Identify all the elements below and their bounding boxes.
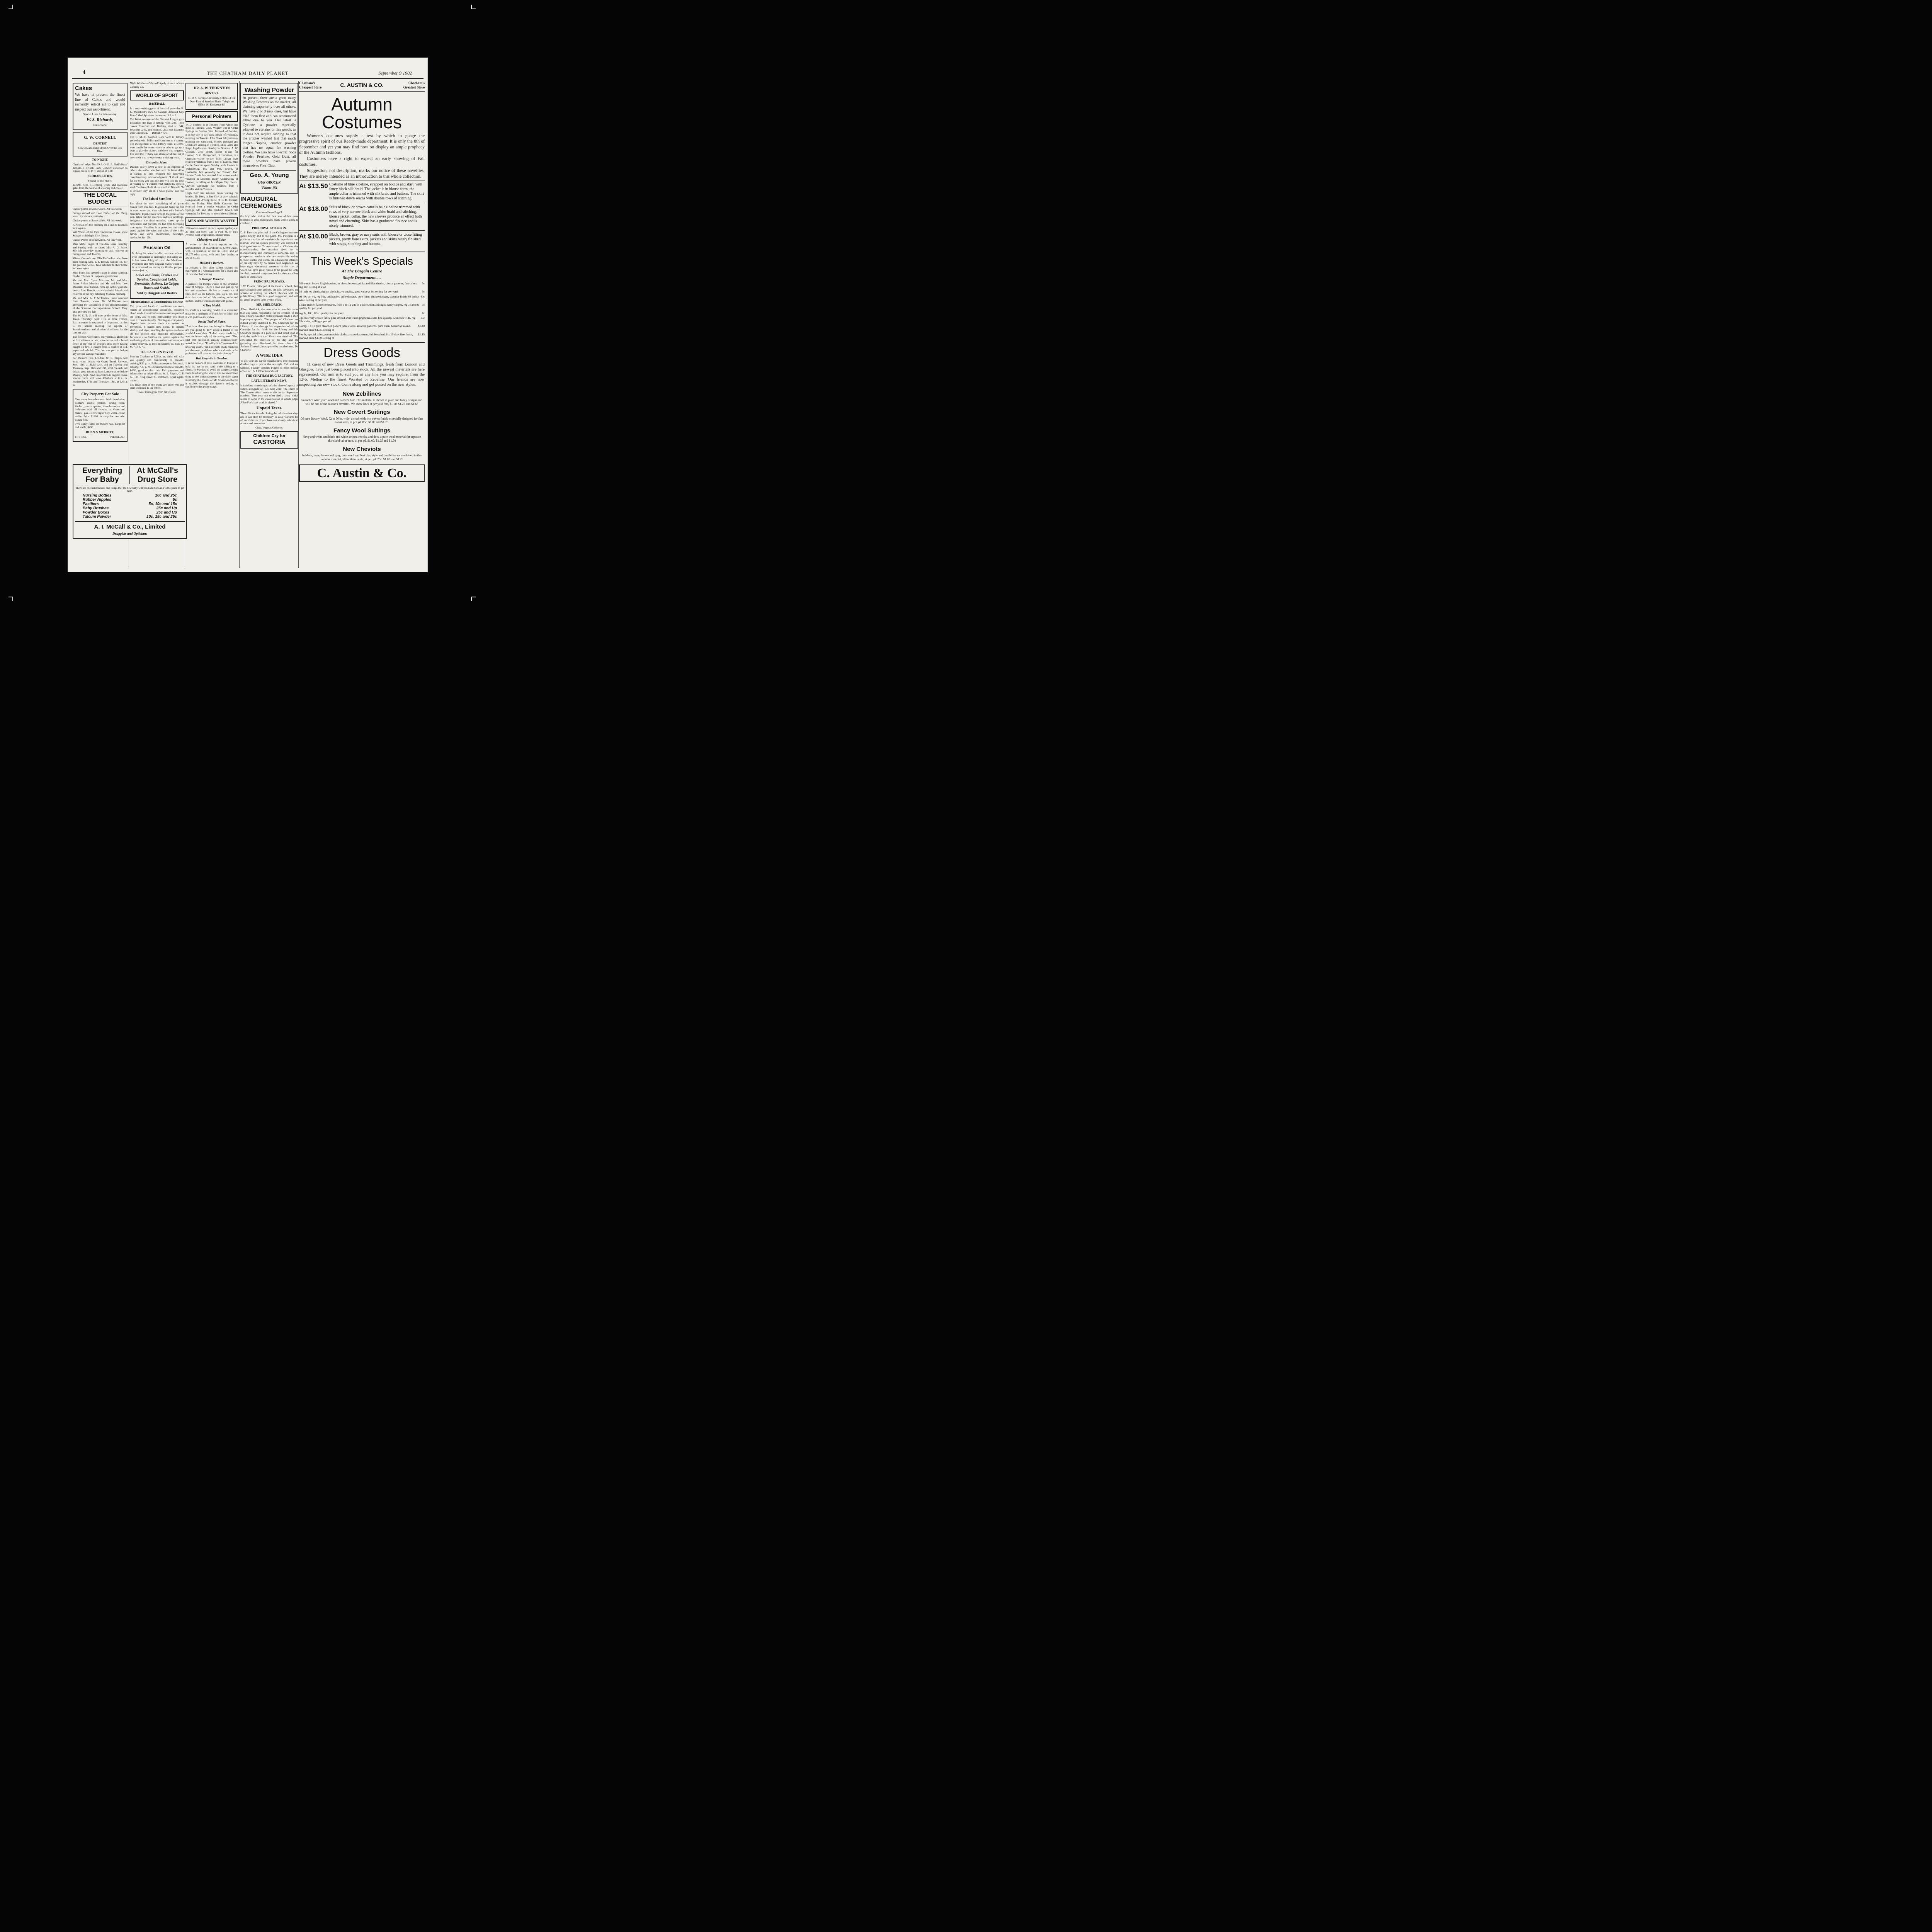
prussian-list: Aches and Pains, Bruises and Sprains, Coughs and Colds, Bronchitis, Asthma, La Grippe, Burns and Scalds. bbox=[134, 273, 180, 290]
specials-sub-2: Staple Department..... bbox=[343, 275, 381, 280]
store-left-slogan: Chatham's Cheapest Store bbox=[299, 81, 322, 89]
model-text: So small is a working model of a steamship made by a mechanic of Frankfort-on-Main that it will go into a matchbox. bbox=[185, 309, 238, 319]
sweden-heading: Hat Etiquette in Sweden. bbox=[196, 357, 228, 361]
mccall-item bbox=[75, 502, 185, 506]
mccall-item-price: 10c, 15c and 25c bbox=[146, 515, 177, 519]
mccall-firm-sub: Druggists and Opticians bbox=[112, 532, 148, 536]
local-item: Choice Plums at Somerville's. All this week. bbox=[73, 238, 122, 242]
baseball-heading: BASEBALL bbox=[149, 102, 165, 106]
literary-heading: LATE LITERARY NEWS. bbox=[251, 379, 287, 383]
mccall-item-name: Rubber Nipples bbox=[83, 498, 111, 502]
costume-description: Costume of blue zibeline, strapped on bodice and skirt, with fancy black silk braid. The jacket is in blouse form, the ample collar is trimmed with silk braid and buttons. The skirt is finished down seams with double rows of stitching. bbox=[329, 182, 424, 201]
prussian-text: Is doing its work in this province where ever introduced as thoroughly and surely as it has been doing all over the Maritime Provinces and New England States where it is in universal use curing the ills that people are subject to, bbox=[132, 252, 182, 272]
special-price: 15c bbox=[420, 316, 425, 320]
special-item bbox=[299, 311, 425, 315]
men-women-text: 100 women wanted at once to pare apples; also 20 men and boys. Call at Park St. or Park Avenue West Evaporators. Mahler Bros. bbox=[185, 226, 238, 237]
plewes-heading: PRINCIPAL PLEWES. bbox=[253, 280, 285, 284]
column-divider bbox=[239, 81, 240, 568]
taxes-text: The collector intends closing the rolls in a few days and it will then be necessary to issue warrants for all unpaid taxes. If you have not already paid do so at once and save costs. bbox=[240, 412, 298, 425]
mccall-item-price: 10c and 25c bbox=[155, 493, 177, 498]
rheumatism-text: The pain and localized conditions are mere results of constitutional conditions. Poisoned blood sends its evil influence to various parts of the body, and to cure permanently you must treat it constitutionally. Nothing so completely dispels these poisons from the system as Ferrozone. It makes new blood. It imparts vitality and vigor, enabling the system to throw off the poisons that engender rheumatism. Ferrozone also fortifies the system against the weakening effects of rheumatism, and cures, not simply relieves, as most medicines do. Sold by McCall & Co. bbox=[130, 305, 184, 349]
special-text: At 40c per yd, reg 50c, unbleached table damask, pure linen, choice designs, superior finish, 64 inches wide, selling at per yard bbox=[299, 294, 420, 302]
pointers-text-2: Hugh Kerr has returned from visiting his brother, Dr. Kerr, in Bay City. A very valuable four-year-old driving horse of E. R. Putnam, died on Friday. Miss Belle Cameron has returned from a week's vacation in Cedar Springs. Mr. and Mrs. Richard Jewell, left yesterday for Toronto, to attend the exhibition. bbox=[185, 192, 238, 215]
paterson-text: D. S. Paterson, principal of the Collegiate Institute, spoke briefly and to the point. Mr. Paterson is a platform speaker of considerable experience and renown, and the speech yesterday was listened to with great interest. "It augurs well of Chatham that notwithstanding the attention given to its manufacturing and commercial concerns, and its prosperous merchants who are continually adding to their stocks and stores, the educational interests of the city have by no means been neglected. We have eight educational concerns in the city, of which we have great reason to be proud not only for their material equipment but for their excellent staffs of instructors. bbox=[240, 231, 298, 279]
local-item: Misses Gertrude and Ella McCubbin, who have been visiting Mrs. T. F. Brown, Selkirk St., for the past two weeks, have returned to their home in Leamington. bbox=[73, 257, 128, 270]
special-item bbox=[299, 282, 425, 289]
specials-heading: This Week's Specials bbox=[299, 252, 425, 268]
special-price: 5c bbox=[422, 290, 425, 294]
autumn-heading bbox=[299, 95, 425, 131]
probabilities-heading: PROBABILITIES. bbox=[87, 174, 113, 178]
mccall-firm: A. I. McCall & Co., Limited bbox=[75, 521, 185, 530]
austin-ad-header bbox=[299, 81, 425, 92]
masthead bbox=[68, 70, 427, 78]
scan-corner-mark bbox=[471, 5, 476, 9]
washing-heading: Washing Powder bbox=[243, 87, 296, 95]
mccall-left-heading: Everything For Baby bbox=[75, 466, 130, 484]
probabilities-sub: Special to The Planet. bbox=[88, 179, 112, 182]
taxes-heading: Unpaid Taxes. bbox=[256, 405, 282, 410]
goods-heading: Fancy Wool Suitings bbox=[333, 427, 391, 434]
rug-factory-name: THE CHATHAM RUG FACTORY. bbox=[245, 374, 293, 378]
mccall-item-price: 25c and Up bbox=[156, 510, 177, 515]
special-text: 1 case shaker flannel remnants, from 5 to 12 yds in a piece, dark and light, fancy stripes, reg 7c and 8c quality for per yard bbox=[299, 303, 420, 310]
disraeli-heading: Disraeli's Jokes. bbox=[146, 160, 168, 164]
costume-description: Black, brown, gray or navy suits with blouse or close fitting jackets, pretty flare skirts, jackets and skirts nicely finished with straps, stitching and buttons. bbox=[329, 232, 422, 246]
mccall-item bbox=[75, 510, 185, 515]
rheumatism-heading: Rheumatism is a Constitutional Disease bbox=[131, 300, 183, 304]
paterson-heading: PRINCIPAL PATERSON. bbox=[252, 226, 287, 230]
baseball-item: The C. M. C. baseball team went to Tilbury yesterday with Miller and Hamilton as a battery. The management of the Tilbury team, it seems, were unable for some reason or other to get up a team to play the visitors and there was no game. It is said that Tilbury was afraid of Miller, but at any rate it was no way to use a visiting team. bbox=[130, 136, 184, 159]
dress-goods-text: 11 cases of new Dress Goods and Trimmings, fresh from London and Glasgow, have just been placed into stock. All the newest materials are here represented. Our aim is to suit you in any line you may require, from the 12½c Melton to the finest Worsted or Zebeline. Our friends are now inspecting our new stock. Come along and get posted on the new styles. bbox=[299, 362, 425, 387]
cornell-address: Cor. 6th. and King Street. Over the Bee Hive. bbox=[78, 146, 122, 153]
cakes-name: W. S. Richards, bbox=[87, 117, 114, 122]
cakes-ad bbox=[73, 83, 128, 130]
goods-text: 54 inches wide, pure wool and camel's hair. This material is shown in plain and fancy designs and will be one of the season's favorites. We show lines at per yard 50c, $1.00, $1.25 and $1.65 bbox=[301, 398, 422, 406]
scan-corner-mark bbox=[9, 5, 13, 9]
mccall-item bbox=[75, 506, 185, 510]
mccall-ad bbox=[73, 464, 187, 539]
local-item: F. Keenan left this morning on a visit to relatives in Kingston. bbox=[73, 223, 128, 230]
property-phone: PHONE 297. bbox=[110, 435, 125, 439]
local-budget-heading: THE LOCAL BUDGET bbox=[73, 191, 128, 206]
local-item: For Western Fair, London, W. E. Rispin will issue return tickets via Grand Trunk Railway, Sept. 19th, at $1.95 each, and on Tuesday and Thursday, Sept. 16th and 18th, at $1.55 each. All tickets good returning from London on or before Monday, Sept. 22nd. In addition to regular trains, special trains will leave Chatham at 8 a. m. Wednesday, 17th, and Thursday, 18th, at 6.45 a. m. bbox=[73, 356, 128, 387]
castoria-ad bbox=[240, 431, 298, 449]
local-item: Choice plums at Somerville's. All this week. bbox=[73, 219, 122, 223]
sweden-text: It is the custom of most countries in Europe to hold the hat in the hand while talking to a friend. In Sweden, to avoid the dangers arising from this during the winter, it is no uncommon thing to see announcements in the daily paper informing the friends of Mr. So-and-so that he is unable, through the doctor's orders, to conform to this polite usage. bbox=[185, 361, 238, 389]
mccall-item-price: 5c bbox=[172, 498, 177, 502]
special-item bbox=[299, 316, 425, 323]
specials-sub-1: At The Bargain Centre bbox=[342, 269, 382, 274]
column-4 bbox=[240, 81, 298, 568]
property-text: Two storey frame house on brick foundation, contains double parlors, dining room, kitchen, pantry upstairs, three bedrooms and bathroom with all fixtures in. Grate and mantle, gas, electric light, City water, cellar, stable. Price $1400. A snap for one who comes first. bbox=[75, 398, 125, 422]
barbers-text: In Holland a first class barber charges the equivalent of 6 American cents for a shave and 12 cents for hair cutting. bbox=[185, 266, 238, 276]
fame-heading: On the Trail of Fame. bbox=[197, 320, 226, 324]
mccall-item-name: Baby Brushes bbox=[83, 506, 109, 510]
cakes-special: Special Lines for this evening. bbox=[83, 113, 117, 116]
autumn-intro-1: Women's costumes supply a test by which to guage the progressive spirit of our Ready-made department. It is only the 8th of September and yet you may find now on display an ample prophecy of the Autumn fashions. bbox=[299, 133, 425, 155]
wise-idea-heading: A WISE IDEA bbox=[256, 353, 283, 358]
sheldrick-heading: MR. SHELDRICK. bbox=[256, 303, 282, 306]
costume-price: At $18.00 bbox=[299, 205, 328, 213]
special-text: 5 only, special value, pattern table cloths, assorted patterns, full bleached, 8 x 10 size, fine finish, marked price $1.50, selling at bbox=[299, 332, 413, 340]
costume-price: At $13.50 bbox=[299, 182, 328, 190]
column-3 bbox=[185, 81, 238, 568]
tonight-text: Chatham Lodge, No. 29, I. O. O. F., Oddfellows' Temple, 8 o'clock. Band Concert Excursion to Erieau, leave C. P. R. station at 7.10. bbox=[73, 163, 128, 173]
local-item: Mr. and Mrs. Cyrus Merriam, Mr. and Mrs. James Arthur Merriam and Mr. and Mrs. Lew Merriam, all of Detroit, came up in their gasoline launch from Detroit, and visited with friends and relatives in the city, returning Monday morning. bbox=[73, 279, 128, 296]
prussian-oil-ad bbox=[130, 241, 184, 299]
masthead-rule bbox=[72, 78, 423, 79]
column-divider bbox=[298, 81, 299, 568]
special-price: 5c bbox=[422, 303, 425, 307]
costume-price-row bbox=[299, 180, 425, 203]
autumn-line-1: Autumn bbox=[331, 94, 393, 114]
issue-date: September 9 1902 bbox=[378, 70, 412, 76]
eastern-flyer-heading: THE EASTERN FLYER. bbox=[140, 350, 174, 354]
barbers-heading: Holland's Barbers. bbox=[199, 261, 224, 265]
austin-footer-logo: C. Austin & Co. bbox=[299, 464, 425, 482]
mccall-item bbox=[75, 493, 185, 498]
property-contact bbox=[75, 435, 125, 439]
men-women-heading: MEN AND WOMEN WANTED bbox=[185, 217, 238, 226]
plewes-text: J. W. Plewes, principal of the Central school, then gave a capital short address, but it he advocated the scheme of uniting the school libraries with the public library. This is a good suggestion, and will no doubt be acted upon by the Board. bbox=[240, 285, 298, 302]
property-firm: DUNN & MERRITT, bbox=[86, 430, 114, 434]
literary-text: It is risking something to ask the place of a piece of fiction alongside of Poe's best work. The editor of The Cosmopolitan ventures this in the September number: "One does not often find a story which seems to come in the classification in which Edgar Allen Poe's best work is placed." bbox=[240, 384, 298, 404]
grocer-name: Geo. A. Young bbox=[243, 170, 296, 179]
special-text: 3 pieces very choice fancy pink striped shirt waist ginghams, extra fine quality, 32 inches wide, reg 20c value, selling at per yd bbox=[299, 316, 416, 323]
castoria-line-1: Children Cry for bbox=[253, 433, 286, 438]
special-price: 5c bbox=[422, 281, 425, 285]
sore-feet-text: Just about the most tantalizing of all pains comes from sore feet. To get relief bathe the feet in warm water and then rub them with Polson's Nerviline. It penetrates through the pores of the skin, takes out the soreness, reduces swellings, invigorates the tired muscles, tones up the circulation, and prevents the feet from becoming sore again. Nerviline is a protection and safe-guard against the pains and aches of the entire family and cures rheumatism, neuralgia, toothache, &c. 25c. bbox=[130, 202, 184, 239]
mccall-intro: There are one hundred and one things that the new baby will need and McCall's is the place to get them. bbox=[75, 485, 185, 493]
sweet-traits-text: Sweet traits grow from bitter seed. bbox=[138, 391, 176, 394]
goods-text: Navy and white and black and white stripes, checks, and dots, a pure wool material for separate skirts and tailor suits, at per yd. $1.00, $1.25 and $1.50 bbox=[303, 435, 421, 443]
special-item bbox=[299, 295, 425, 302]
inaugural-continued: Continued from Page 5. bbox=[256, 211, 283, 214]
goods-heading: New Covert Suitings bbox=[333, 409, 390, 416]
disraeli-text: Disraeli dearly loved a joke at the expense of others. An author who had sent his latest effort in fiction to him received the following complimentary acknowledgment: "I thank you for the book you sent me and will lose no time in reading it." "I wonder what makes my eyes so weak," a fierce Radical once said to Disraeli. "It is because they are in a weak place," was the reply. bbox=[130, 165, 184, 196]
sore-feet-heading: The Pain of Sore Feet bbox=[143, 197, 171, 201]
property-text-2: Two storey frame on Stanley Ave. Large lot and stable, $450. bbox=[75, 422, 125, 429]
mccall-item-name: Talcum Powder bbox=[83, 515, 111, 519]
special-price: $1.40 bbox=[418, 324, 425, 328]
thornton-name: DR. A. W. THORNTON bbox=[194, 86, 230, 90]
newspaper-page bbox=[68, 58, 427, 572]
castoria-line-2: CASTORIA bbox=[253, 439, 286, 446]
model-heading: A Tiny Model. bbox=[202, 304, 221, 308]
goods-text: In black, navy, brown and gray, pure wool and best dye, style and durability are combined in this popular material, 50 to 56 in. wide, at per yd. 75c, $1.00 and $1.25 bbox=[302, 454, 422, 461]
sheldrick-text: Albert Sheldrick, the man who is, possibly, more than any other, responsible for the erection of the new Library, was then called upon and made a short impromptu speech. The people of Chatham are indeed greatly indebted to Mr. Sheldrick for the Library. It was through his suggestion of asking Carnegie for the funds for the Library and Mr. Sheldrick thought it a good idea and acted upon it, with the result that the Library was obtained. This concluded the exercises of the day and the gathering was dismissed by three cheers for Andrew Carnegie, in proposed by the chairman, Dr. Charteris. bbox=[240, 308, 298, 352]
personal-pointers-heading: Personal Pointers bbox=[185, 111, 238, 122]
grocer-role: OUR GROCER bbox=[258, 180, 281, 184]
goods-heading: New Cheviots bbox=[343, 446, 381, 452]
tramps-text: A paradise for tramps would be the Brazilian state of Sergipe. There a man can put up his hut and anywhere. He has an abundance of fruit, such as the banana, jaca, caju, etc. The tidal rivers are full of fish, shrimp, crabs and oysters, and the woods abound with game. bbox=[185, 282, 238, 303]
special-price: 7c bbox=[422, 311, 425, 315]
washing-text: At present there are a great many Washing Powders on the market, all claiming superiority over all others. We have 2 or 3 new ones, but have tried them first and can recommend either one to you. Our latest is Cyclone, a powder especially adapted to curtains or fine goods, as it does not require rubbing so that the articles washed last that much longer—Naptha, another powder that has no equal for washing clothes. We also have Electric Soda Powder, Pearline, Gold Dust, all these powders have proven themselves First-Class bbox=[243, 96, 296, 168]
special-text: 500 yards, heavy English prints, in blues, browns, pinks and lilac shades, choice patterns, fast colors, reg 10c, selling at a yd bbox=[299, 281, 418, 289]
property-heading: City Property For Sale bbox=[81, 392, 119, 396]
autumn-intro-2: Customers have a right to expect an early showing of Fall costumes. bbox=[299, 156, 425, 167]
baseball-item: The latest averages of the National League give Beaumont the lead in hitting, with .348. Then comes Crawford and Beckley, tied at .344; Seymour, .343, and Phillips, .333; this quartette with Cincinnati. — Detroit News. bbox=[130, 118, 184, 135]
scan-corner-mark bbox=[471, 597, 476, 601]
local-item: Miss Mabel Sager, of Dresden, spent Saturday and Sunday with her sister, Mrs. A. G. Peare. She left yesterday morning to visit relatives in Georgetown and Toronto. bbox=[73, 242, 128, 256]
goods-heading: New Zebilines bbox=[342, 390, 381, 397]
inaugural-heading: INAUGURAL CEREMONIES bbox=[240, 196, 282, 210]
cakes-role: Confectioner bbox=[93, 124, 107, 127]
prussian-heading: Prussian Oil bbox=[143, 245, 171, 250]
local-item: The firemen were called out yesterday afternoon at five minutes to two, some boxes and a board fence at the rear of Pearce's shoe store having caught on fire. It caught from a bonfire of old, paper and rubbish. The fire was put out before any serious damage was done. bbox=[73, 335, 128, 356]
cornell-name: G. W. CORNELL bbox=[84, 135, 116, 140]
city-property-ad bbox=[73, 389, 128, 442]
watchman-ad: Night Watchman Wanted! Apply at once to Kent Canning Co. bbox=[130, 82, 184, 88]
washing-powder-ad bbox=[240, 83, 298, 194]
scan-corner-mark bbox=[9, 597, 13, 601]
thornton-ad bbox=[185, 83, 238, 110]
wise-idea-text: To get your old carpet manufactured into beautiful durable rugs, at prices that are right. Call and see samples. Factory opposite Piggott & Son's lumber office in J. & J. Oldershaw's block. bbox=[240, 359, 298, 373]
cakes-text: We have at present the finest line of Cakes and would earnestly solicit all to call and inspect our assortment. bbox=[75, 93, 125, 112]
collector-line: Chas. Wagner, Collector. bbox=[255, 426, 283, 430]
autumn-line-2: Costumes bbox=[321, 112, 402, 132]
special-item bbox=[299, 303, 425, 310]
mccall-item-name: Powder Boxes bbox=[83, 510, 109, 515]
thornton-role: DENTIST. bbox=[204, 91, 219, 95]
mccall-item-name: Pacifiers bbox=[83, 502, 99, 506]
costume-price-row bbox=[299, 203, 425, 230]
tramps-heading: A Tramps' Paradise. bbox=[199, 277, 225, 281]
smart-men-text: The smart men of the world are those who put their shoulders to the wheel. bbox=[130, 383, 184, 390]
cakes-title: Cakes bbox=[75, 85, 92, 92]
mccall-item-name: Nursing Bottles bbox=[83, 493, 112, 498]
baseball-item: In a very exciting game of baseball yesterday H. K. Merrifield's Park St. Swipers defeated Guy Burns' Mud Splashers by a score of 8 to 6. bbox=[130, 107, 184, 117]
local-item: Miss Burns has opened classes in china painting. Studio, Thames St., opposite greenhouse. bbox=[73, 271, 128, 278]
store-name: C. AUSTIN & CO. bbox=[340, 82, 384, 88]
probabilities-text: Toronto Sept. 9.—Strong winds and moderate gales from the westward, clearing and cooler. bbox=[73, 183, 128, 190]
cornell-ad bbox=[73, 132, 128, 156]
store-right-slogan: Chatham's Greatest Store bbox=[403, 81, 425, 89]
mccall-headline bbox=[75, 466, 185, 484]
special-item bbox=[299, 290, 425, 293]
newspaper-title: THE CHATHAM DAILY PLANET bbox=[207, 70, 289, 76]
local-item: The W. C. T. U. will meet at the home of Mrs. Treen, Thursday, Sept. 11th, at three o'clock. Each member is requested to be present, as this is the annual meeting for reports of Superintendants and election of officers for the coming year. bbox=[73, 314, 128, 335]
chloroform-heading: Chloroform and Ether. bbox=[197, 238, 226, 242]
special-text: 5 only, 8 x 10 pure bleached pattern table cloths, assorted patterns, pure linen, border all round, marked price $1.75, selling at bbox=[299, 324, 411, 332]
local-item: Choice plums at Somerville's. All this week. bbox=[73, 207, 122, 211]
costume-price: At $10.00 bbox=[299, 232, 328, 240]
dress-goods-heading: Dress Goods bbox=[299, 342, 425, 361]
thornton-text: D. D. S. Toronto University. Office—First Door East of Standard Bank. Telephone Office 26. Residence 85. bbox=[188, 96, 235, 107]
eastern-flyer-text: Leaving Chatham at 5.08 p. m., daily, will take you quickly and comfortably to Toronto, arriving 9.30 p. m. Pullman sleeper to Montreal, arriving 7.30 a. m. Excursion tickets to Toronto, $4.90, good on this train. Fair programs and information at ticket offices. W. E. Rispin, C. P. A., 115 King street; C. Pritchard, ticket agent, station. bbox=[130, 355, 184, 382]
austin-ad-column bbox=[299, 81, 425, 568]
autumn-intro-3: Suggestion, not description, marks our notice of these novelties. They are merely intended as an introduction to this whole collection. bbox=[299, 168, 425, 179]
fame-text: "And now that you are through college what are you going to do?" asked a friend of the youthful candidate. "I shall study medicine," was the brave reply of the young man. "But, isn't that profession already overcrowded?" asked the friend. "Possibly it is," answered the knowing youth, "but I intend to study medicine just the same, and those who are already in the profession will have to take their chances." bbox=[185, 325, 238, 355]
local-item: Mr. and Mrs. A. P. McKishnie, have returned from Toronto, where Mr. McKishnie was attending the convention of the superintendents of the Scranton Correspondence School. They also attended the fair. bbox=[73, 296, 128, 313]
chloroform-text: A writer in the Lancet reports on the administration of chloroform in 42,978 cases, with 33 fatalities, or one in 1,300, and on 37,277 ether cases, with only four deaths, or one in 9,319. bbox=[185, 243, 238, 260]
special-price: 40c bbox=[420, 294, 425, 298]
mccall-item bbox=[75, 515, 185, 519]
mccall-item bbox=[75, 498, 185, 502]
special-item bbox=[299, 333, 425, 340]
inaugural-text: the boy who makes the best use of his spare moments is good reading and study who is going to climb up." bbox=[240, 215, 298, 225]
prussian-sold: Sold by Druggists and Dealers bbox=[137, 291, 177, 295]
costume-price-row bbox=[299, 230, 425, 248]
mccall-item-price: 25c and Up bbox=[156, 506, 177, 510]
property-address: FIFTH ST. bbox=[75, 435, 87, 439]
costume-description: Suits of black or brown camel's hair zibeline trimmed with rows of very narrow black and white braid and stitching, blouse jacket, collar, the new sleeves produce an effect both novel and charming. Skirt has a graduated flounce and is nicely trimmed. bbox=[329, 205, 422, 228]
mccall-right-heading: At McCall's Drug Store bbox=[136, 466, 178, 484]
special-item bbox=[299, 324, 425, 332]
cornell-role: DENTIST bbox=[93, 141, 107, 145]
goods-text: Of pure Botany Wool, 52 to 56 in. wide, a cloth with rich covert finish, especially designed for fine tailor suits, at per yd. 85c, $1.00 and $1.25 bbox=[300, 417, 423, 424]
special-price: $1.15 bbox=[418, 332, 425, 336]
special-text: reg 9c, 10c, 12½c quality for per yard bbox=[299, 311, 344, 315]
pointers-text: W. D. Sheldon is in Toronto. Fred Palmer has gone to Toronto. Chas. Wagner was in Cedar Springs on Sunday. Wm. Bernard, of London, is in the city to-day. Mrs. Small left yesterday morning for Toronto. John Flook left yesterday morning for Sandwich. Misses Bochard and Dillon are visiting in Toronto. Miss Laura and Ralph Ingalls spent Sunday in Dresden. A. W. Graham, Grey street, leaves to-day for London. S. G. Hungerford, of Hamilton, is a Chatham visitor to-day. Miss Lillian Pratt returned yesterday from a tour of Europe. Miss Gertie Prescott spent Sunday with friends in Wallaceburg. Mr. and Mrs. Jewell, of Louisville, left yesterday for Toronto Fair. Horace Davis has returned from a two weeks' vacation in Mitchell. Harry Underwood, of London, is calling on his Maple City friends. Clayton Gammage has returned from a month's visit in Toronto. bbox=[185, 123, 238, 191]
local-item: George Arnold and Leon Fisher, of the 'Burg, were city visitors yesterday. bbox=[73, 211, 128, 218]
tonight-heading: TO-NIGHT. bbox=[92, 158, 109, 162]
special-text: 16 inch red checked glass cloth, heavy quality, good value at 8c, selling for per yard bbox=[299, 290, 398, 294]
page-number: 4 bbox=[83, 70, 85, 75]
world-of-sport-heading: WORLD OF SPORT bbox=[130, 90, 184, 101]
local-item: Will Walsh, of the 15th concession, Dover, spent Sunday with Maple City friends. bbox=[73, 231, 128, 238]
grocer-phone: 'Phone 151 bbox=[261, 185, 278, 190]
mccall-item-price: 5c, 10c and 15c bbox=[148, 502, 177, 506]
